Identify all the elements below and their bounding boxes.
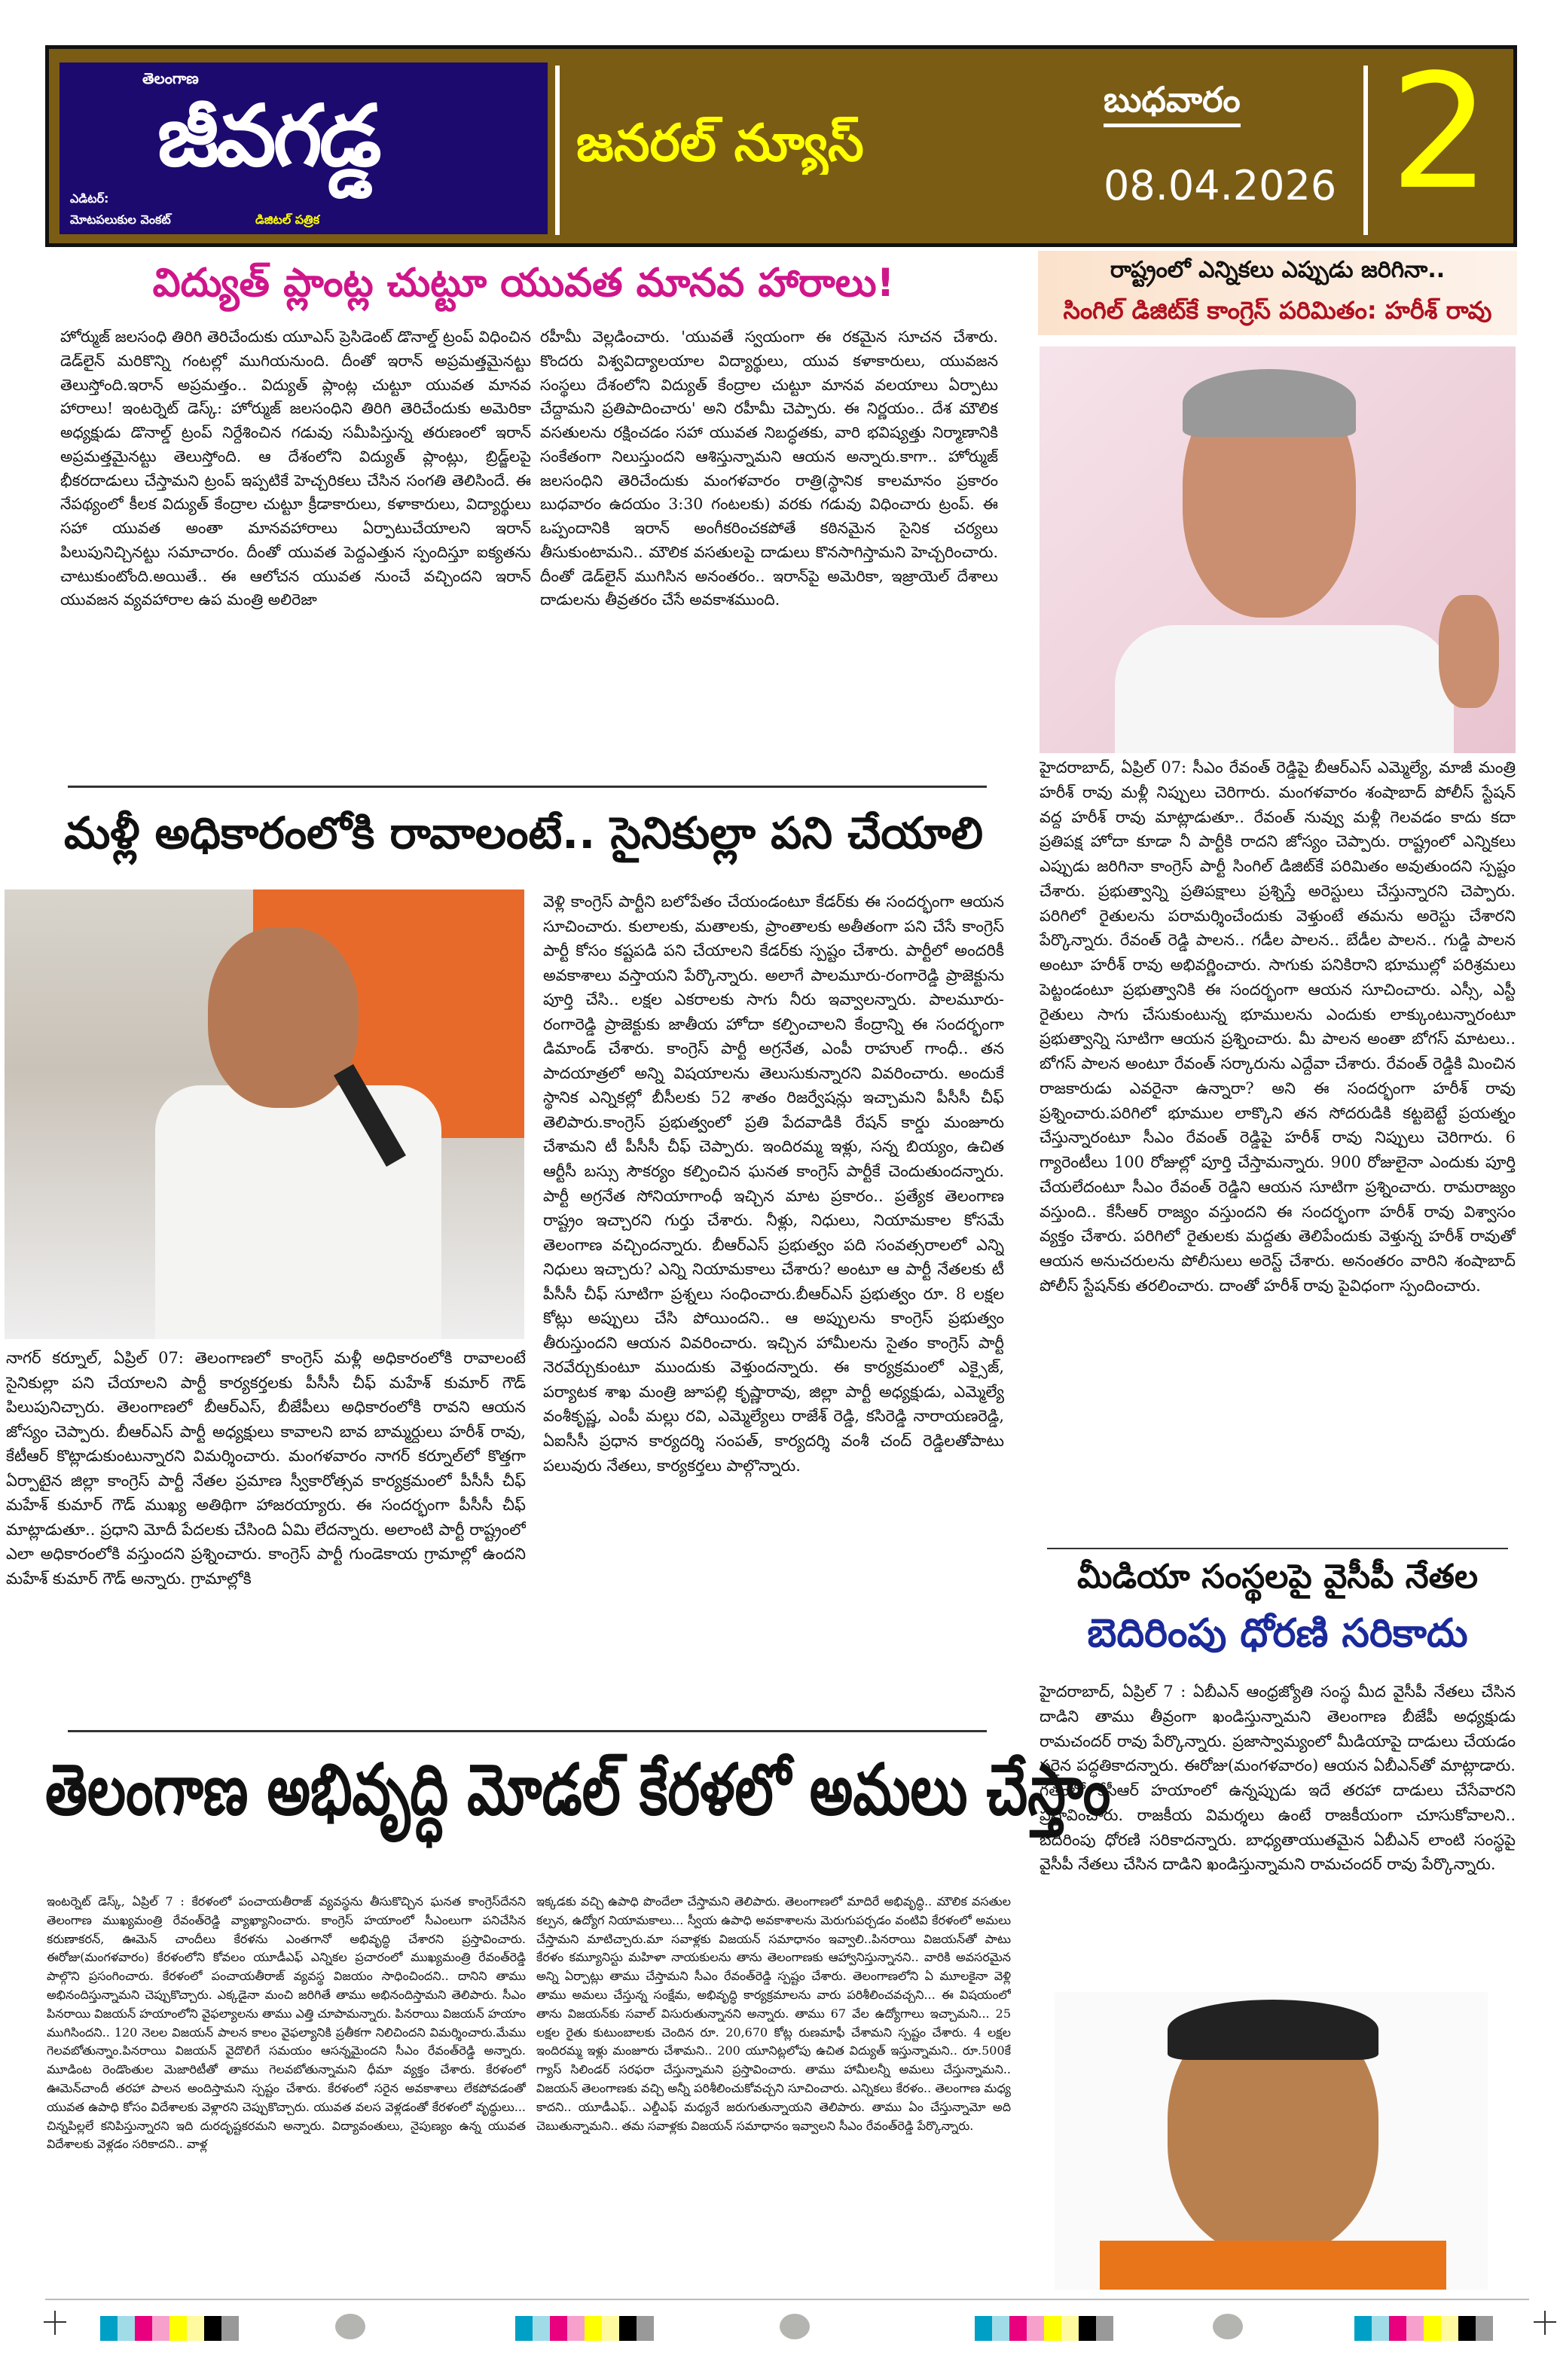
color-bar: [1354, 2316, 1493, 2341]
registration-mark-icon: [1534, 2321, 1556, 2323]
gray-patch: [1213, 2314, 1243, 2339]
color-bar: [100, 2316, 239, 2341]
divider: [1047, 1548, 1508, 1549]
issue-date: 08.04.2026: [1104, 162, 1337, 209]
article4-photo: [1040, 346, 1516, 753]
person-face: [208, 927, 359, 1108]
article2-headline: మళ్లీ అధికారంలోకి రావాలంటే.. సైనికుల్లా పని చేయాలి: [63, 807, 984, 859]
editor-label: ఎడిటర్:: [70, 191, 109, 206]
article1-column-2: రహీమీ వెల్లడించారు. 'యువతే స్వయంగా ఈ రకమైన సూచన చేశారు. కొందరు విశ్వవిద్యాలయాల విద్యార్థులు, యువ కళాకారులు, యువజన సంస్థలు దేశంలోని విద్యుత్ కేంద్రాల చుట్టూ మానవ వలయాలు ఏర్పాటు చేద్దామని ప్రతిపాదించారు' అని రహీమీ చెప్పారు. ఈ నిర్ణయం.. దేశ మౌలిక వసతులను రక్షించడం సహా యువత నిబద్ధతకు, వారి భవిష్యత్తు నిర్మాణానికి సంకేతంగా నిలుస్తుందని ఆశిస్తున్నామని ఆయన అన్నారు.కాగా.. హోర్ముజ్ జలసంధిని తెరిచేందుకు మంగళవారం రాత్రి(స్థానిక కాలమానం ప్రకారం బుధవారం ఉదయం 3:30 గంటలకు) వరకు గడువు విధించారు ట్రంప్. ఈ ఒప్పందానికి ఇరాన్ అంగీకరించకపోతే కఠినమైన సైనిక చర్యలు తీసుకుంటామని.. మౌలిక వసతులపై దాడులు కొనసాగిస్తామని హెచ్చరించారు. దీంతో డెడ్‌లైన్ ముగిసిన అనంతరం.. ఇరాన్‌పై అమెరికా, ఇజ్రాయెల్ దేశాలు దాడులను తీవ్రతరం చేసే అవకాశముంది.: [540, 328, 998, 609]
party-scarf: [1100, 2241, 1446, 2290]
edition-label: డిజిటల్ పత్రిక: [255, 212, 320, 227]
article2-column-1: నాగర్ కర్నూల్, ఏప్రిల్ 07: తెలంగాణలో కాంగ్రెస్ మళ్లీ అధికారంలోకి రావాలంటే సైనికుల్లా పని చేయాలని పార్టీ కార్యకర్తలకు పీసీసీ చీఫ్ మహేశ్ కుమార్ గౌడ్ పిలుపునిచ్చారు. తెలంగాణలో బీఆర్ఎస్, బీజేపీలు అధికారంలోకి రావని ఆయన జోస్యం చెప్పారు. బీఆర్ఎస్ పార్టీ అధ్యక్షులు కావాలని బావ బామ్మర్దులు హరీశ్ రావు, కేటీఆర్ కొట్లాడుకుంటున్నారని విమర్శించారు. మంగళవారం నాగర్ కర్నూల్‌లో కొత్తగా ఏర్పాటైన జిల్లా కాంగ్రెస్ పార్టీ నేతల ప్రమాణ స్వీకారోత్సవ కార్యక్రమంలో పీసీసీ చీఫ్ మహేశ్ కుమార్ గౌడ్ ముఖ్య అతిథిగా హాజరయ్యారు. ఈ సందర్భంగా పీసీసీ చీఫ్ మాట్లాడుతూ.. ప్రధాని మోదీ పేదలకు చేసింది ఏమి లేదన్నారు. అలాంటి పార్టీ రాష్ట్రంలో ఎలా అధికారంలోకి వస్తుందని ప్రశ్నించారు. కాంగ్రెస్ పార్టీ గుండెకాయ గ్రామాల్లో ఉందని మహేశ్ కుమార్ గౌడ్ అన్నారు. గ్రామాల్లోకి: [6, 1349, 526, 1588]
logo-name: జీవగడ్డ: [157, 87, 379, 185]
article5-photo: [1055, 1992, 1488, 2290]
article3-column-1: ఇంటర్నెట్ డెస్క్, ఏప్రిల్ 7 : కేరళంలో పంచాయతీరాజ్ వ్యవస్థను తీసుకొచ్చిన ఘనత కాంగ్రెస్‌దేనని తెలంగాణ ముఖ్యమంత్రి రేవంత్‌రెడ్డి వ్యాఖ్యానించారు. కాంగ్రెస్ హయాంలో సీఎంలుగా పనిచేసిన కరుణాకరన్, ఊమెన్ చాందీలు కేరళను ఎంతగానో అభివృద్ధి చేశారని ప్రస్తావించారు. ఈరోజు(మంగళవారం) కేరళంలోని కోవలం యూడీఎఫ్ ఎన్నికల ప్రచారంలో ముఖ్యమంత్రి రేవంత్‌రెడ్డి పాల్గొని ప్రసంగించారు. కేరళంలో పంచాయతీరాజ్ వ్యవస్థ విజయం సాధించిందని.. దానిని తాము అభినందిస్తున్నామని చెప్పుకొచ్చారు. ఎక్కడైనా మంచి జరిగితే తాము అభినందిస్తామని తెలిపారు. సీఎం పినరాయి విజయన్ హయాంలోని వైఫల్యాలను తాము ఎత్తి చూపామన్నారు. పినరాయి విజయన్ హయాం ముగిసిందని.. 120 నెలల విజయన్ పాలన కాలం వైఫల్యానికి ప్రతీకగా నిలిచిందని విమర్శించారు.మేము గెలవబోతున్నాం.పినరాయి విజయన్ వైదొలిగే సమయం ఆసన్నమైందని సీఎం రేవంత్‌రెడ్డి అన్నారు. మూడింట రెండొంతుల మెజారిటీతో తాము గెలవబోతున్నామని ధీమా వ్యక్తం చేశారు. కేరళంలో ఊమెన్‌చాందీ తరహా పాలన అందిస్తామని స్పష్టం చేశారు. కేరళంలో సరైన అవకాశాలు లేకపోవడంతో యువత ఉపాధి కోసం విదేశాలకు వెళ్లారని చెప్పుకొచ్చారు. యువత వలస వెళ్లడంతో కేరళంలో వృద్ధులు... చిన్నపిల్లలే కనిపిస్తున్నారని ఇది దురదృష్టకరమని అన్నారు. విద్యావంతులు, నైపుణ్యం ఉన్న యువత విదేశాలకు వెళ్లడం సరికాదని.. వాళ్ల: [47, 1894, 526, 2152]
divider: [1363, 66, 1368, 235]
article4-header: [1038, 251, 1517, 335]
article5-headline-line1: మీడియా సంస్థలపై వైసీపీ నేతల: [1076, 1558, 1479, 1596]
person-shirt: [155, 1085, 441, 1339]
article4-body: హైదరాబాద్, ఏప్రిల్ 07: సీఎం రేవంత్ రెడ్డిపై బీఆర్ఎస్ ఎమ్మెల్యే, మాజీ మంత్రి హరీశ్ రావు మళ్లీ నిప్పులు చెరిగారు. మంగళవారం శంషాబాద్ పోలీస్ స్టేషన్ వద్ద హరీశ్ రావు మాట్లాడుతూ.. రేవంత్ నువ్వు మళ్లీ గెలవడం కాదు కదా ప్రతిపక్ష హోదా కూడా నీ పార్టీకి రాదని జోస్యం చెప్పారు. రాష్ట్రంలో ఎన్నికలు ఎప్పుడు జరిగినా కాంగ్రెస్ పార్టీ సింగిల్ డిజిట్‌కే పరిమితం అవుతుందని స్పష్టం చేశారు. ప్రభుత్వాన్ని ప్రతిపక్షాలు ప్రశ్నిస్తే అరెస్టులు చేస్తున్నారని చెప్పారు. పరిగిలో రైతులను పరామర్శించేందుకు వెళ్తుంటే తమను అరెస్టు చేశారని పేర్కొన్నారు. రేవంత్ రెడ్డి పాలన.. గడీల పాలన.. బేడీల పాలన.. గుడ్డి పాలన అంటూ హరీశ్ రావు అభివర్ణించారు. సాగుకు పనికిరాని భూముల్లో పరిశ్రమలు పెట్టండంటూ ప్రభుత్వానికి ఈ సందర్భంగా ఆయన సూచించారు. ఎస్సీ, ఎస్టీ రైతులు సాగు చేసుకుంటున్న భూములను ఎందుకు లాక్కుంటున్నారంటూ ప్రభుత్వాన్ని సూటిగా ఆయన ప్రశ్నించారు. మీ పాలన అంతా బోగస్ మాటలు.. బోగస్ పాలన అంటూ రేవంత్ సర్కారును ఎద్దేవా చేశారు. రేవంత్ రెడ్డికి మించిన రాజకారుడు ఎవరైనా ఉన్నారా? అని ఈ సందర్భంగా హరీశ్ రావు ప్రశ్నించారు.పరిగిలో భూముల లాక్కొని తన సోదరుడికి కట్టబెట్టే ప్రయత్నం చేస్తున్నారంటూ సీఎం రేవంత్ రెడ్డిపై హరీశ్ రావు నిప్పులు చెరిగారు. 6 గ్యారెంటీలు 100 రోజుల్లో పూర్తి చేస్తామన్నారు. 900 రోజులైనా ఎందుకు పూర్తి చేయలేదంటూ సీఎం రేవంత్ రెడ్డిని ఆయన సూటిగా ప్రశ్నించారు. రామరాజ్యం వస్తుంది.. కేసీఆర్ రాజ్యం వస్తుందని ఈ సందర్భంగా హరీశ్ రావు విశ్వాసం వ్యక్తం చేశారు. పరిగిలో రైతులకు మద్దతు తెలిపేందుకు వెళ్తున్న హరీశ్ రావుతో ఆయన అనుచరులను పోలీసులు అరెస్ట్ చేశారు. అనంతరం వారిని శంషాబాద్ పోలీస్ స్టేషన్‌కు తరలించారు. దాంతో హరీశ్ రావు పైవిధంగా స్పందించారు.: [1040, 758, 1516, 1295]
gray-patch: [780, 2314, 810, 2339]
color-bar: [515, 2316, 654, 2341]
article5-body: హైదరాబాద్, ఏప్రిల్ 7 : ఏబీఎన్ ఆంధ్రజ్యోతి సంస్థ మీద వైసీపీ నేతలు చేసిన దాడిని తాము తీవ్రంగా ఖండిస్తున్నామని తెలంగాణ బీజేపీ అధ్యక్షుడు రామచందర్ రావు పేర్కొన్నారు. ప్రజాస్వామ్యంలో మీడియాపై దాడులు చేయడం సరైన పద్ధతికాదన్నారు. ఈరోజు(మంగళవారం) ఆయన ఏబీఎన్‌తో మాట్లాడారు. గతంలో కేసీఆర్ హయాంలో ఉన్నప్పుడు ఇదే తరహా దాడులు చేసేవారని ప్రస్తావించారు. రాజకీయ విమర్శలు ఉంటే రాజకీయంగా చూసుకోవాలని.. బెదిరింపు ధోరణి సరికాదన్నారు. బాధ్యతాయుతమైన ఏబీఎన్ లాంటి సంస్థపై వైసీపీ నేతలు చేసిన దాడిని ఖండిస్తున్నామని రామచందర్ రావు పేర్కొన్నారు.: [1040, 1683, 1516, 1874]
article1-column-1: హోర్ముజ్ జలసంధి తిరిగి తెరిచేందుకు యూఎస్ ప్రెసిడెంట్ డొనాల్డ్ ట్రంప్ విధించిన డెడ్‌లైన్ మరికొన్ని గంటల్లో ముగియనుంది. దీంతో ఇరాన్ అప్రమత్తమైనట్టు తెలుస్తోంది.ఇరాన్ అప్రమత్తం.. విద్యుత్ ప్లాంట్ల చుట్టూ యువత మానవ హారాలు! ఇంటర్నెట్ డెస్క్: హోర్ముజ్ జలసంధిని తిరిగి తెరిచేందుకు అమెరికా అధ్యక్షుడు డొనాల్డ్ ట్రంప్ నిర్దేశించిన గడువు సమీపిస్తున్న తరుణంలో ఇరాన్ అప్రమత్తమైనట్టు తెలుస్తోంది. ఆ దేశంలోని విద్యుత్ ప్లాంట్లు, బ్రిడ్జ్‌లపై భీకరదాడులు చేస్తామని ట్రంప్ ఇప్పటికే హెచ్చరికలు చేసిన సంగతి తెలిసిందే. ఈ నేపథ్యంలో కీలక విద్యుత్ కేంద్రాల చుట్టూ క్రీడాకారులు, కళాకారులు, విద్యార్థులు సహా యువత అంతా మానవహారాలు ఏర్పాటుచేయాలని ఇరాన్ పిలుపునిచ్చినట్టు సమాచారం. దీంతో యువత పెద్దఎత్తున స్పందిస్తూ ఐక్యతను చాటుకుంటోంది.అయితే.. ఈ ఆలోచన యువత నుంచే వచ్చిందని ఇరాన్ యువజన వ్యవహారాల ఉప మంత్రి అలిరెజా: [60, 328, 531, 609]
person-hair: [1168, 2000, 1378, 2060]
person-hair: [1183, 369, 1356, 437]
article4-headline: సింగిల్ డిజిట్‌కే కాంగ్రెస్ పరిమితం: హరీశ్ రావు: [1063, 296, 1492, 325]
divider: [68, 1730, 987, 1732]
weekday: బుధవారం: [1104, 79, 1241, 127]
logo-state: తెలంగాణ: [142, 69, 199, 87]
newspaper-logo: [60, 63, 548, 234]
article2-photo: [5, 889, 524, 1339]
person-hand: [1439, 595, 1499, 708]
article3-column-2: ఇక్కడకు వచ్చి ఉపాధి పొందేలా చేస్తామని తెలిపారు. తెలంగాణలో మాదిరే అభివృద్ధి.. మౌలిక వసతుల కల్పన, ఉద్యోగ నియామకాలు... స్వీయ ఉపాధి అవకాశాలను మెరుగుపర్చడం వంటివి కేరళంలో అమలు చేస్తామని మాటిచ్చారు.మా సవాళ్లకు విజయన్ సమాధానం ఇవ్వాలి..పినరాయి విజయన్‌తో పాటు కేరళం కమ్యూనిస్టు మహిళా నాయకులను తాను తెలంగాణకు ఆహ్వానిస్తున్నానని.. వారికి అవసరమైన అన్ని ఏర్పాట్లు తాము చేస్తామని సీఎం రేవంత్‌రెడ్డి స్పష్టం చేశారు. తెలంగాణలోని ఏ మూలకైనా వెళ్లి తాము అమలు చేస్తున్న సంక్షేమ, అభివృద్ధి కార్యక్రమాలను వారు పరిశీలించవచ్చని... ఈ విషయంలో తాను విజయన్‌కు సవాల్ విసురుతున్నానని అన్నారు. తాము 67 వేల ఉద్యోగాలు ఇచ్చామని... 25 లక్షల రైతు కుటుంబాలకు చెందిన రూ. 20,670 కోట్ల రుణమాఫీ చేశామని స్పష్టం చేశారు. 4 లక్షల ఇందిరమ్మ ఇళ్లు మంజూరు చేశామని.. 200 యూనిట్లలోపు ఉచిత విద్యుత్ ఇస్తున్నామని.. రూ.500కే గ్యాస్ సిలిండర్ సరఫరా చేస్తున్నామని ప్రస్తావించారు. తాము హామీలన్నీ అమలు చేస్తున్నామని.. విజయన్ తెలంగాణకు వచ్చి అన్నీ పరిశీలించుకోవచ్చని సూచించారు. ఎన్నికలు కేరళం.. తెలంగాణ మధ్య కాదని.. యూడీఎఫ్.. ఎల్డీఎఫ్ మధ్యనే జరుగుతున్నాయని తెలిపారు. తాము ఏం చేస్తున్నామో అది చెబుతున్నామని.. తమ సవాళ్లకు విజయన్ సమాధానం ఇవ్వాలని సీఎం రేవంత్‌రెడ్డి పేర్కొన్నారు.: [536, 1894, 1011, 2133]
divider: [68, 786, 987, 788]
person-shirt: [1115, 625, 1454, 753]
color-bar: [975, 2316, 1113, 2341]
article4-kicker: రాష్ట్రంలో ఎన్నికలు ఎప్పుడు జరిగినా..: [1110, 257, 1446, 283]
gray-patch: [335, 2314, 365, 2339]
footer-rule: [45, 2299, 1529, 2300]
divider: [555, 66, 560, 235]
masthead: [45, 40, 1517, 247]
registration-mark-icon: [1544, 2311, 1546, 2335]
registration-mark-icon: [54, 2311, 56, 2335]
registration-mark-icon: [44, 2321, 66, 2323]
article5-headline-line2: బెదిరింపు ధోరణి సరికాదు: [1087, 1611, 1468, 1656]
section-title: జనరల్ న్యూస్: [576, 114, 864, 173]
article1-headline: విద్యుత్ ప్లాంట్ల చుట్టూ యువత మానవ హారాలు!: [152, 261, 895, 306]
article2-column-2: వెళ్లి కాంగ్రెస్ పార్టీని బలోపేతం చేయండంటూ కేడర్‌కు ఈ సందర్భంగా ఆయన సూచించారు. కులాలకు, మతాలకు, ప్రాంతాలకు అతీతంగా పని చేసే కాంగ్రెస్ పార్టీ కోసం కష్టపడి పని చేయాలని కేడర్‌కు స్పష్టం చేశారు. పార్టీలో అందరికీ అవకాశాలు వస్తాయని పేర్కొన్నారు. అలాగే పాలమూరు-రంగారెడ్డి ప్రాజెక్టును పూర్తి చేసి.. లక్షల ఎకరాలకు సాగు నీరు ఇవ్వాలన్నారు. పాలమూరు-రంగారెడ్డి ప్రాజెక్టుకు జాతీయ హోదా కల్పించాలని కేంద్రాన్ని ఈ సందర్భంగా డిమాండ్ చేశారు. కాంగ్రెస్ పార్టీ అగ్రనేత, ఎంపీ రాహుల్ గాంధీ.. తన పాదయాత్రలో అన్ని విషయాలను తెలుసుకున్నారని వివరించారు. అందుకే స్థానిక ఎన్నికల్లో బీసీలకు 52 శాతం రిజర్వేషన్లు ఇచ్చామని పీసీసీ చీఫ్ తెలిపారు.కాంగ్రెస్ ప్రభుత్వంలో ప్రతి పేదవాడికి రేషన్ కార్డు మంజూరు చేశామని టీ పీసీసీ చీఫ్ చెప్పారు. ఇందిరమ్మ ఇళ్లు, సన్న బియ్యం, ఉచిత ఆర్టీసీ బస్సు సౌకర్యం కల్పించిన ఘనత కాంగ్రెస్ పార్టీకే చెందుతుందన్నారు. పార్టీ అగ్రనేత సోనియాగాంధీ ఇచ్చిన మాట ప్రకారం.. ప్రత్యేక తెలంగాణ రాష్ట్రం ఇచ్చారని గుర్తు చేశారు. నీళ్లు, నిధులు, నియామకాల కోసమే తెలంగాణ వచ్చిందన్నారు. బీఆర్ఎస్ ప్రభుత్వం పది సంవత్సరాలలో ఎన్ని నిధులు ఇచ్చారు? ఎన్ని నియామకాలు చేశారు? అంటూ ఆ పార్టీ నేతలకు టీ పీసీసీ చీఫ్ సూటిగా ప్రశ్నలు సంధించారు.బీఆర్ఎస్ ప్రభుత్వం రూ. 8 లక్షల కోట్లు అప్పులు చేసి పోయిందని.. ఆ అప్పులను కాంగ్రెస్ ప్రభుత్వం తీరుస్తుందని ఆయన వివరించారు. ఇచ్చిన హామీలను సైతం కాంగ్రెస్ పార్టీ నెరవేర్చుకుంటూ ముందుకు వెళ్తుందన్నారు. ఈ కార్యక్రమంలో ఎక్సైజ్, పర్యాటక శాఖ మంత్రి జూపల్లి కృష్ణారావు, జిల్లా పార్టీ అధ్యక్షుడు, ఎమ్మెల్యే వంశీకృష్ణ, ఎంపీ మల్లు రవి, ఎమ్మెల్యేలు రాజేశ్ రెడ్డి, కసిరెడ్డి నారాయణరెడ్డి, ఏఐసీసీ ప్రధాన కార్యదర్శి సంపత్, కార్యదర్శి వంశీ చంద్ రెడ్డిలతోపాటు పలువురు నేతలు, కార్యకర్తలు పాల్గొన్నారు.: [543, 892, 1004, 1475]
editor-name: మోటపలుకుల వెంకట్: [70, 212, 171, 227]
page-number: 2: [1390, 40, 1491, 224]
article3-headline: తెలంగాణ అభివృద్ధి మోడల్ కేరళలో అమలు చేస్తాం: [45, 1748, 1111, 1831]
